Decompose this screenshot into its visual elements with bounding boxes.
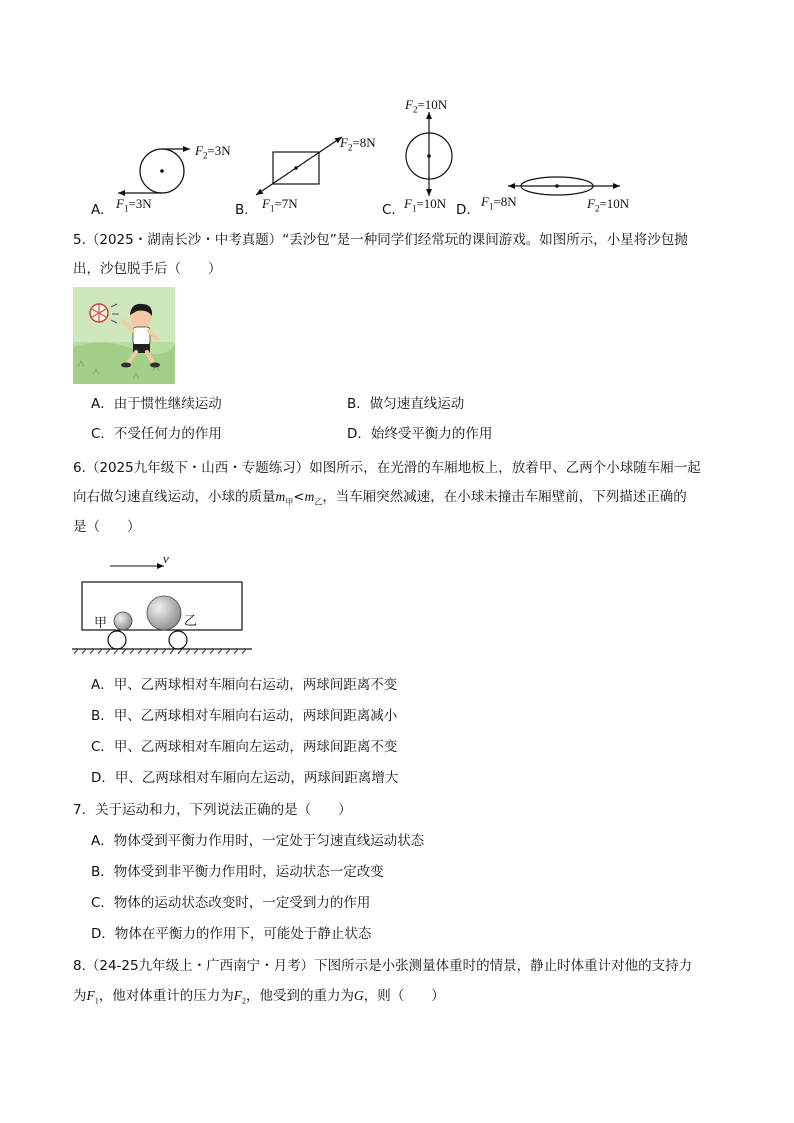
q4-c-f1-label: $F_1=10N$ <box>404 196 447 214</box>
q7-stem: 7．关于运动和力，下列说法正确的是（ ） <box>73 802 352 818</box>
q6-option-d[interactable]: D．甲、乙两球相对车厢向左运动，两球间距离增大 <box>91 770 399 786</box>
force-arrow-b-f1 <box>256 168 296 195</box>
q5-stem-line1: 5.（2025・湖南长沙・中考真题）“丢沙包”是一种同学们经常玩的课间游戏。如图所示，小星将沙包抛 <box>73 232 688 248</box>
q8-stem-line2: 为$F_1$，他对体重计的压力为$F_2$，他受到的重力为G，则（ ） <box>73 988 445 1006</box>
q6-stem-line3: 是（ ） <box>73 519 141 535</box>
ball-yi <box>147 596 181 630</box>
diagram-a <box>118 149 190 193</box>
q5-stem-line2: 出，沙包脱手后（ ） <box>73 261 222 277</box>
diagram-b <box>256 137 342 195</box>
diagram-c <box>406 112 452 196</box>
q6-stem-line2: 向右做匀速直线运动，小球的质量$m_甲<m_乙$，当车厢突然减速，在小球未撞击车厢壁前，下列描述正确的 <box>73 489 687 507</box>
ground-hatching <box>74 649 246 654</box>
q5-option-c[interactable]: C．不受任何力的作用 <box>91 426 222 442</box>
q5-sandbag-illustration <box>73 287 175 384</box>
q4-option-b-letter[interactable]: B. <box>235 202 249 218</box>
q4-d-f2-label: $F_2=10N$ <box>587 196 630 214</box>
q4-option-c-letter[interactable]: C. <box>382 202 396 218</box>
q7-option-d[interactable]: D．物体在平衡力的作用下，可能处于静止状态 <box>91 926 372 942</box>
q5-option-b[interactable]: B．做匀速直线运动 <box>347 396 465 412</box>
q4-c-f2-label: $F_2=10N$ <box>405 97 448 115</box>
q7-option-a[interactable]: A．物体受到平衡力作用时，一定处于匀速直线运动状态 <box>91 833 425 849</box>
ball-yi-label: 乙 <box>184 614 198 629</box>
q4-option-a-letter[interactable]: A. <box>91 202 105 218</box>
q4-b-f2-label: $F_2=8N$ <box>340 135 376 153</box>
q4-option-d-letter[interactable]: D. <box>456 202 471 218</box>
ball-jia-label: 甲 <box>94 616 108 631</box>
q4-b-f1-label: $F_1=7N$ <box>262 196 298 214</box>
q7-option-c[interactable]: C．物体的运动状态改变时，一定受到力的作用 <box>91 895 371 911</box>
q5-option-a[interactable]: A．由于惯性继续运动 <box>91 396 222 412</box>
ball-jia <box>114 612 132 630</box>
q6-option-c[interactable]: C．甲、乙两球相对车厢向左运动，两球间距离不变 <box>91 739 398 755</box>
wheel-left <box>108 631 126 649</box>
wheel-right <box>169 631 187 649</box>
q4-a-f1-label: $F_1=3N$ <box>116 196 152 214</box>
q7-option-b[interactable]: B．物体受到非平衡力作用时，运动状态一定改变 <box>91 864 384 880</box>
q8-stem-line1: 8.（24-25九年级上・广西南宁・月考）下图所示是小张测量体重时的情景，静止时体重计对他的支持力 <box>73 958 693 974</box>
q5-option-d[interactable]: D．始终受平衡力的作用 <box>347 426 493 442</box>
q4-d-f1-label: $F_1=8N$ <box>481 194 517 212</box>
velocity-label: v <box>163 551 169 566</box>
q4-a-f2-label: $F_2=3N$ <box>195 143 231 161</box>
q6-stem-line1: 6.（2025九年级下・山西・专题练习）如图所示，在光滑的车厢地板上，放着甲、乙两个小球随车厢一起 <box>73 460 701 476</box>
q6-option-b[interactable]: B．甲、乙两球相对车厢向右运动，两球间距离减小 <box>91 708 398 724</box>
q6-option-a[interactable]: A．甲、乙两球相对车厢向右运动，两球间距离不变 <box>91 677 398 693</box>
diagram-d <box>508 177 620 195</box>
